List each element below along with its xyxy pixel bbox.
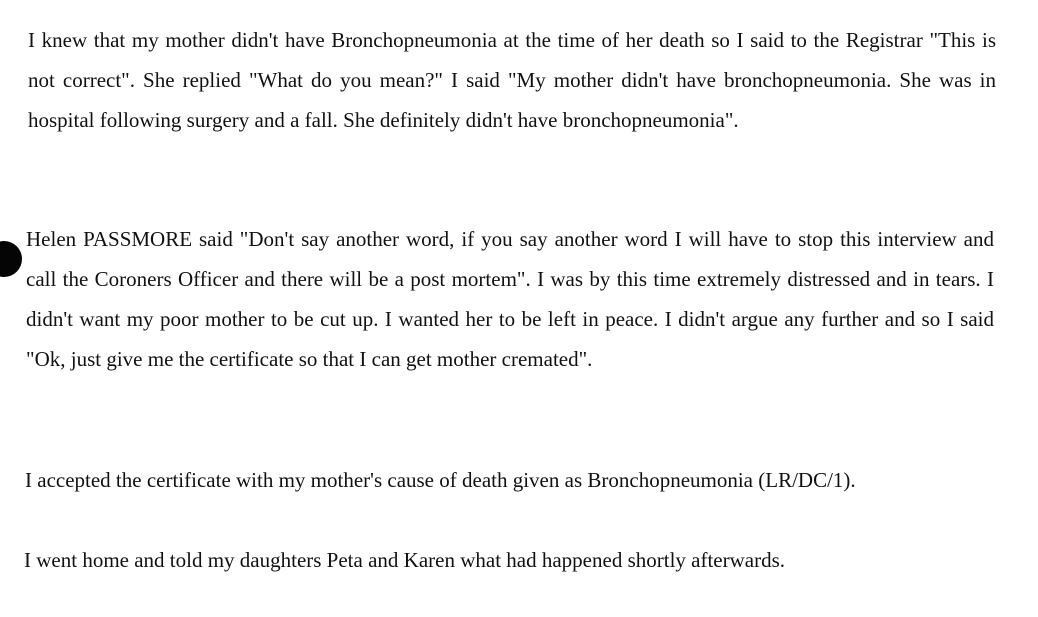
paragraph-passmore: Helen PASSMORE said "Don't say another word, if you say another word I will have to stop this interview and call the Coroners Officer and there will be a post mortem". I was by this time extremely distressed and in tears. I didn't want my poor mother to be cut up. I wanted her to be left in peace. I didn't argue any further and so I said "Ok, just give me the certificate so that I can get mother cremated". [26, 227, 994, 371]
paragraph-went-home: I went home and told my daughters Peta and Karen what had happened shortly afterwards. [24, 548, 786, 572]
paragraph-certificate: I accepted the certificate with my mother's cause of death given as Bronchopneumonia (LR/DC/1). [25, 468, 856, 492]
paragraph-registrar: I knew that my mother didn't have Bronchopneumonia at the time of her death so I said to the Registrar "This is not correct". She replied "What do you mean?" I said "My mother didn't have bronchopneumonia. She was in hospital following surgery and a fall. She definitely didn't have bronchopneumonia". [28, 28, 996, 132]
punch-hole-mark [0, 241, 22, 277]
